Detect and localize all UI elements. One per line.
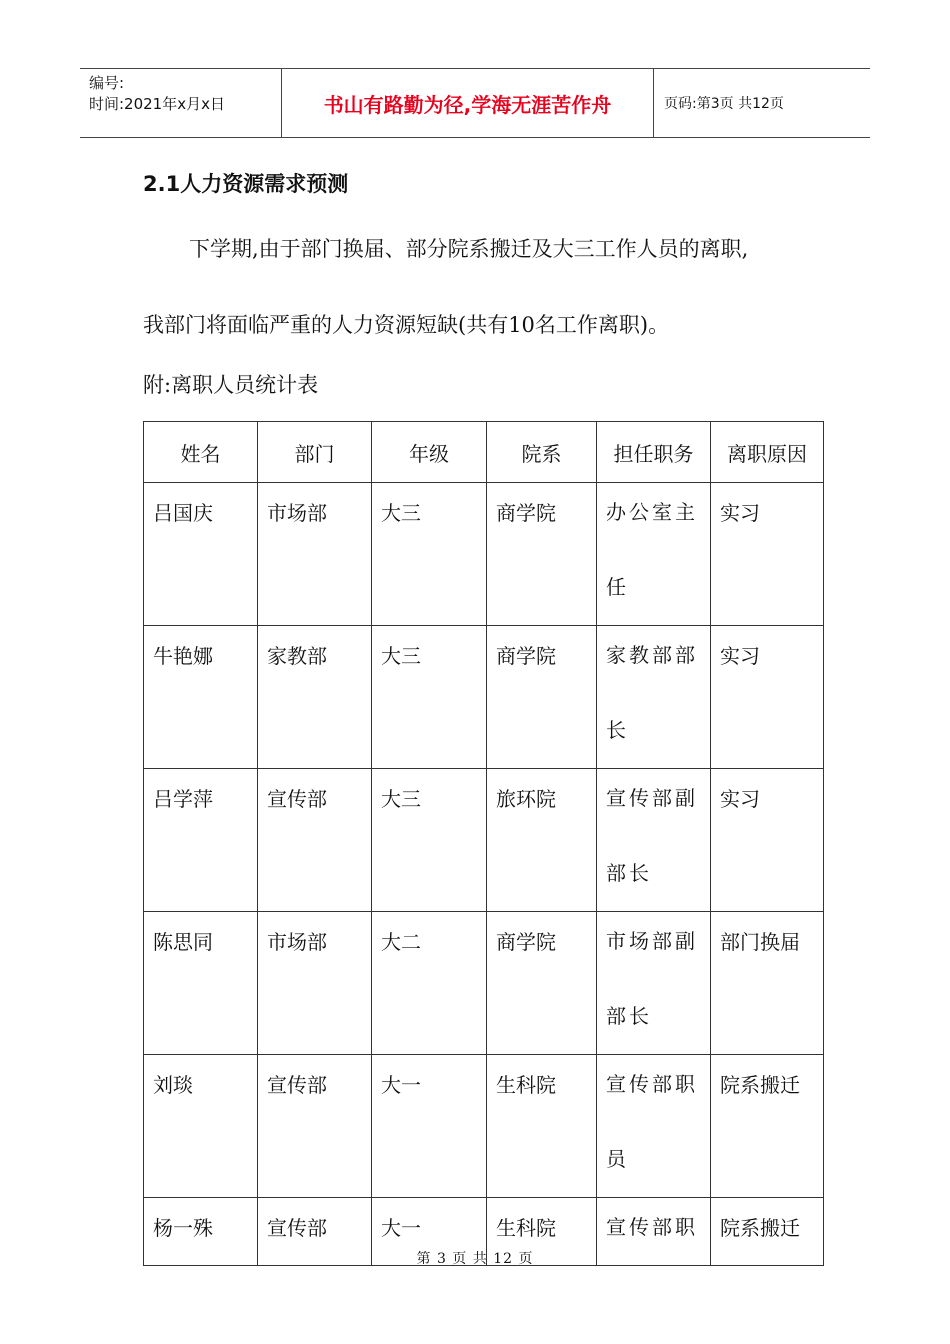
cell-college: 商学院	[487, 912, 597, 1055]
cell-department: 宣传部	[258, 769, 372, 912]
resignation-table	[143, 421, 824, 1266]
cell-department: 家教部	[258, 626, 372, 769]
header-department: 部门	[258, 422, 372, 483]
cell-grade: 大三	[372, 483, 487, 626]
table-row	[144, 1055, 824, 1198]
cell-name: 陈思同	[144, 912, 258, 1055]
position-text: 市场部副部长	[606, 929, 698, 1028]
table-header-row	[144, 422, 824, 483]
cell-name: 吕学萍	[144, 769, 258, 912]
cell-reason: 实习	[711, 626, 824, 769]
cell-department: 宣传部	[258, 1055, 372, 1198]
cell-name: 吕国庆	[144, 483, 258, 626]
table-row	[144, 912, 824, 1055]
header-reason: 离职原因	[711, 422, 824, 483]
header-number: 编号:	[89, 74, 125, 92]
cell-department: 市场部	[258, 912, 372, 1055]
cell-college: 旅环院	[487, 769, 597, 912]
cell-reason: 院系搬迁	[711, 1055, 824, 1198]
cell-grade: 大一	[372, 1198, 487, 1266]
cell-college: 商学院	[487, 626, 597, 769]
cell-name: 牛艳娜	[144, 626, 258, 769]
cell-position	[597, 912, 711, 1055]
cell-position	[597, 626, 711, 769]
cell-position	[597, 769, 711, 912]
header-page-info: 页码:第3页 共12页	[664, 96, 784, 112]
page-footer: 第 3 页 共 12 页	[416, 1251, 534, 1267]
position-text: 宣传部职员	[606, 1072, 698, 1171]
cell-grade: 大一	[372, 1055, 487, 1198]
cell-department: 宣传部	[258, 1198, 372, 1266]
cell-college: 生科院	[487, 1198, 597, 1266]
position-text: 宣传部职	[606, 1215, 698, 1239]
cell-reason: 实习	[711, 483, 824, 626]
header-grade: 年级	[372, 422, 487, 483]
header-time: 时间:2021年x月x日	[89, 95, 225, 113]
header-name: 姓名	[144, 422, 258, 483]
position-text: 宣传部副部长	[606, 786, 698, 885]
cell-name: 刘琰	[144, 1055, 258, 1198]
header-meta	[80, 69, 282, 137]
cell-name: 杨一殊	[144, 1198, 258, 1266]
header-motto: 书山有路勤为径,学海无涯苦作舟	[282, 69, 654, 137]
table-caption: 附:离职人员统计表	[143, 373, 319, 397]
cell-department: 市场部	[258, 483, 372, 626]
header-college: 院系	[487, 422, 597, 483]
table-row	[144, 483, 824, 626]
paragraph-line-2: 我部门将面临严重的人力资源短缺(共有10名工作离职)。	[143, 313, 670, 337]
paragraph-line-1: 下学期,由于部门换届、部分院系搬迁及大三工作人员的离职,	[189, 237, 749, 261]
table-row	[144, 626, 824, 769]
cell-position	[597, 483, 711, 626]
table-row	[144, 769, 824, 912]
cell-reason: 实习	[711, 769, 824, 912]
cell-grade: 大三	[372, 626, 487, 769]
position-text: 办公室主任	[606, 500, 698, 599]
cell-position	[597, 1055, 711, 1198]
cell-reason: 部门换届	[711, 912, 824, 1055]
header-position: 担任职务	[597, 422, 711, 483]
cell-grade: 大二	[372, 912, 487, 1055]
cell-college: 商学院	[487, 483, 597, 626]
cell-reason: 院系搬迁	[711, 1198, 824, 1266]
cell-college: 生科院	[487, 1055, 597, 1198]
position-text: 家教部部长	[606, 643, 698, 742]
page-header	[80, 68, 870, 138]
cell-grade: 大三	[372, 769, 487, 912]
section-title: 2.1人力资源需求预测	[143, 172, 349, 196]
